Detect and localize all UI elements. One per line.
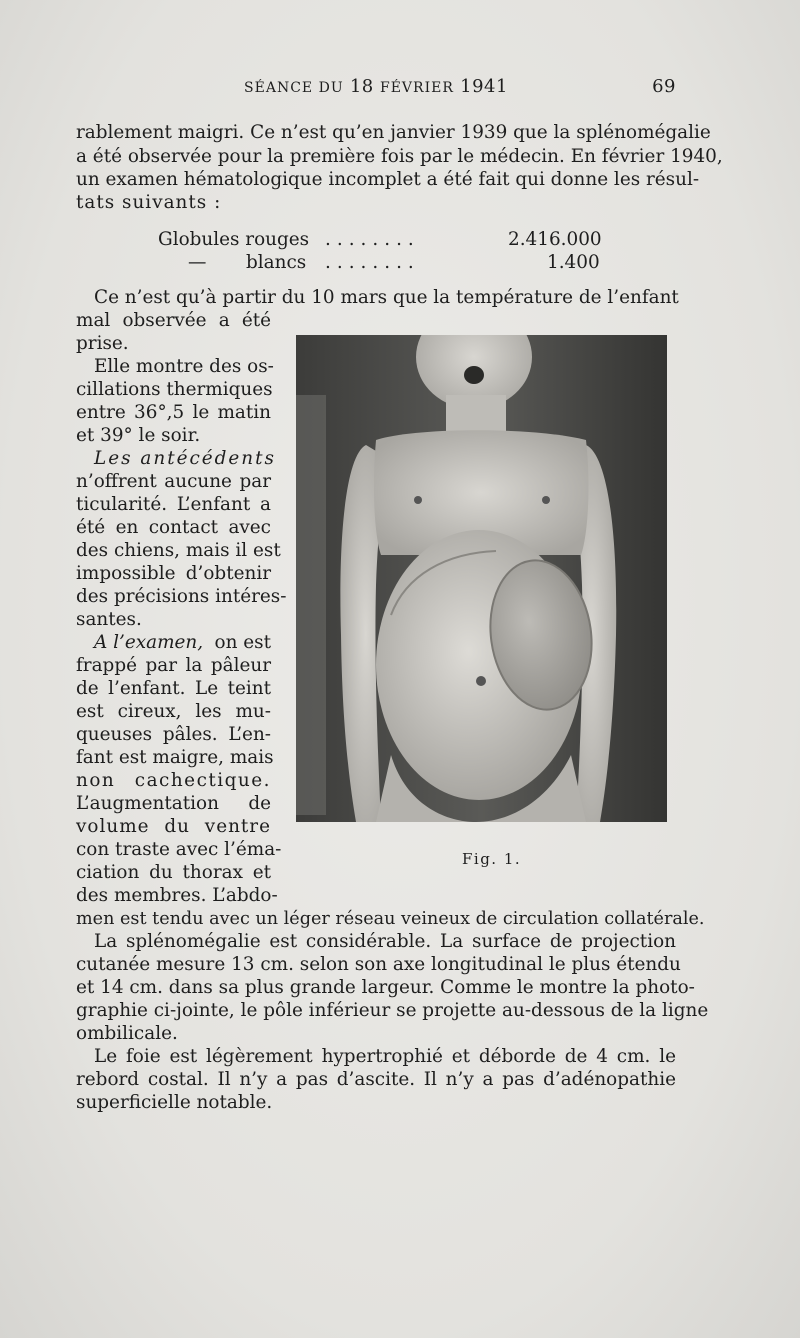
text-line: queuses pâles. L’en- (76, 724, 271, 745)
blood-row-dash: — (188, 252, 207, 273)
text-line: et 39° le soir. (76, 425, 201, 446)
text-line: mal observée a été (76, 310, 271, 331)
running-title-year: 1941 (460, 76, 508, 97)
blood-row-leader: ........ (325, 252, 420, 273)
text-line: n’offrent aucune par (76, 471, 271, 492)
running-title (76, 76, 676, 97)
text-line: prise. (76, 333, 129, 354)
text-line: Elle montre des os- (94, 356, 274, 377)
text-line: L’augmentation de (76, 793, 271, 814)
text-line: santes. (76, 609, 142, 630)
page-number: 69 (652, 76, 676, 97)
running-header (76, 76, 676, 102)
text-line: Ce n’est qu’à partir du 10 mars que la température de l’enfant (94, 287, 679, 308)
text-line: rablement maigri. Ce n’est qu’en janvier 1939 que la splénomégalie (76, 122, 711, 143)
running-title-prefix: SÉANCE DU (244, 80, 344, 96)
blood-row-label-white: blancs (246, 252, 307, 273)
text-line: cutanée mesure 13 cm. selon son axe longitudinal le plus étendu (76, 954, 681, 975)
text-line: con traste avec l’éma- (76, 839, 282, 860)
examen-first-rest: on est (214, 632, 271, 653)
text-line: impossible d’obtenir (76, 563, 271, 584)
text-line: rebord costal. Il n’y a pas d’ascite. Il n’y a pas d’adénopathie (76, 1069, 676, 1090)
examen-heading: A l’examen, (94, 632, 204, 653)
text-line: La splénomégalie est considérable. La surface de projection (94, 931, 676, 952)
text-line: Le foie est légèrement hypertrophié et déborde de 4 cm. le (94, 1046, 676, 1067)
photograph-illustration (296, 335, 667, 822)
text-line: non cachectique. (76, 770, 271, 791)
text-line: entre 36°,5 le matin (76, 402, 271, 423)
text-line: tats suivants : (76, 192, 222, 213)
text-line: volume du ventre (76, 816, 271, 837)
text-line: fant est maigre, mais (76, 747, 274, 768)
text-line: a été observée pour la première fois par le médecin. En février 1940, (76, 146, 723, 167)
blood-row-leader: ........ (325, 229, 420, 250)
text-line: des précisions intéres- (76, 586, 287, 607)
text-line: des chiens, mais il est (76, 540, 281, 561)
antecedents-heading: Les antécédents (94, 448, 276, 469)
running-title-day: 18 (349, 76, 374, 97)
text-line: ciation du thorax et (76, 862, 271, 883)
text-line: graphie ci-jointe, le pôle inférieur se projette au-dessous de la ligne (76, 1000, 709, 1021)
text-line: été en contact avec (76, 517, 271, 538)
running-title-month: FÉVRIER (380, 80, 454, 96)
examen-first-line (94, 632, 271, 654)
text-line: et 14 cm. dans sa plus grande largeur. Comme le montre la photo- (76, 977, 695, 998)
text-line: frappé par la pâleur (76, 655, 271, 676)
text-line: un examen hématologique incomplet a été fait qui donne les résul- (76, 169, 700, 190)
text-line: des membres. L’abdo- (76, 885, 278, 906)
text-line: superficielle notable. (76, 1092, 273, 1113)
text-line: de l’enfant. Le teint (76, 678, 271, 699)
text-line: men est tendu avec un léger réseau veineux de circulation collatérale. (76, 909, 705, 929)
blood-row-label-red: Globules rouges (158, 229, 310, 250)
text-line: ticularité. L’enfant a (76, 494, 271, 515)
blood-row-value-white: 1.400 (547, 252, 600, 273)
patient-photograph (296, 335, 667, 822)
text-line: est cireux, les mu- (76, 701, 271, 722)
text-line: ombilicale. (76, 1023, 178, 1044)
text-line: cillations thermiques (76, 379, 273, 400)
figure-caption: Fig. 1. (462, 850, 522, 868)
blood-row-value-red: 2.416.000 (508, 229, 602, 250)
